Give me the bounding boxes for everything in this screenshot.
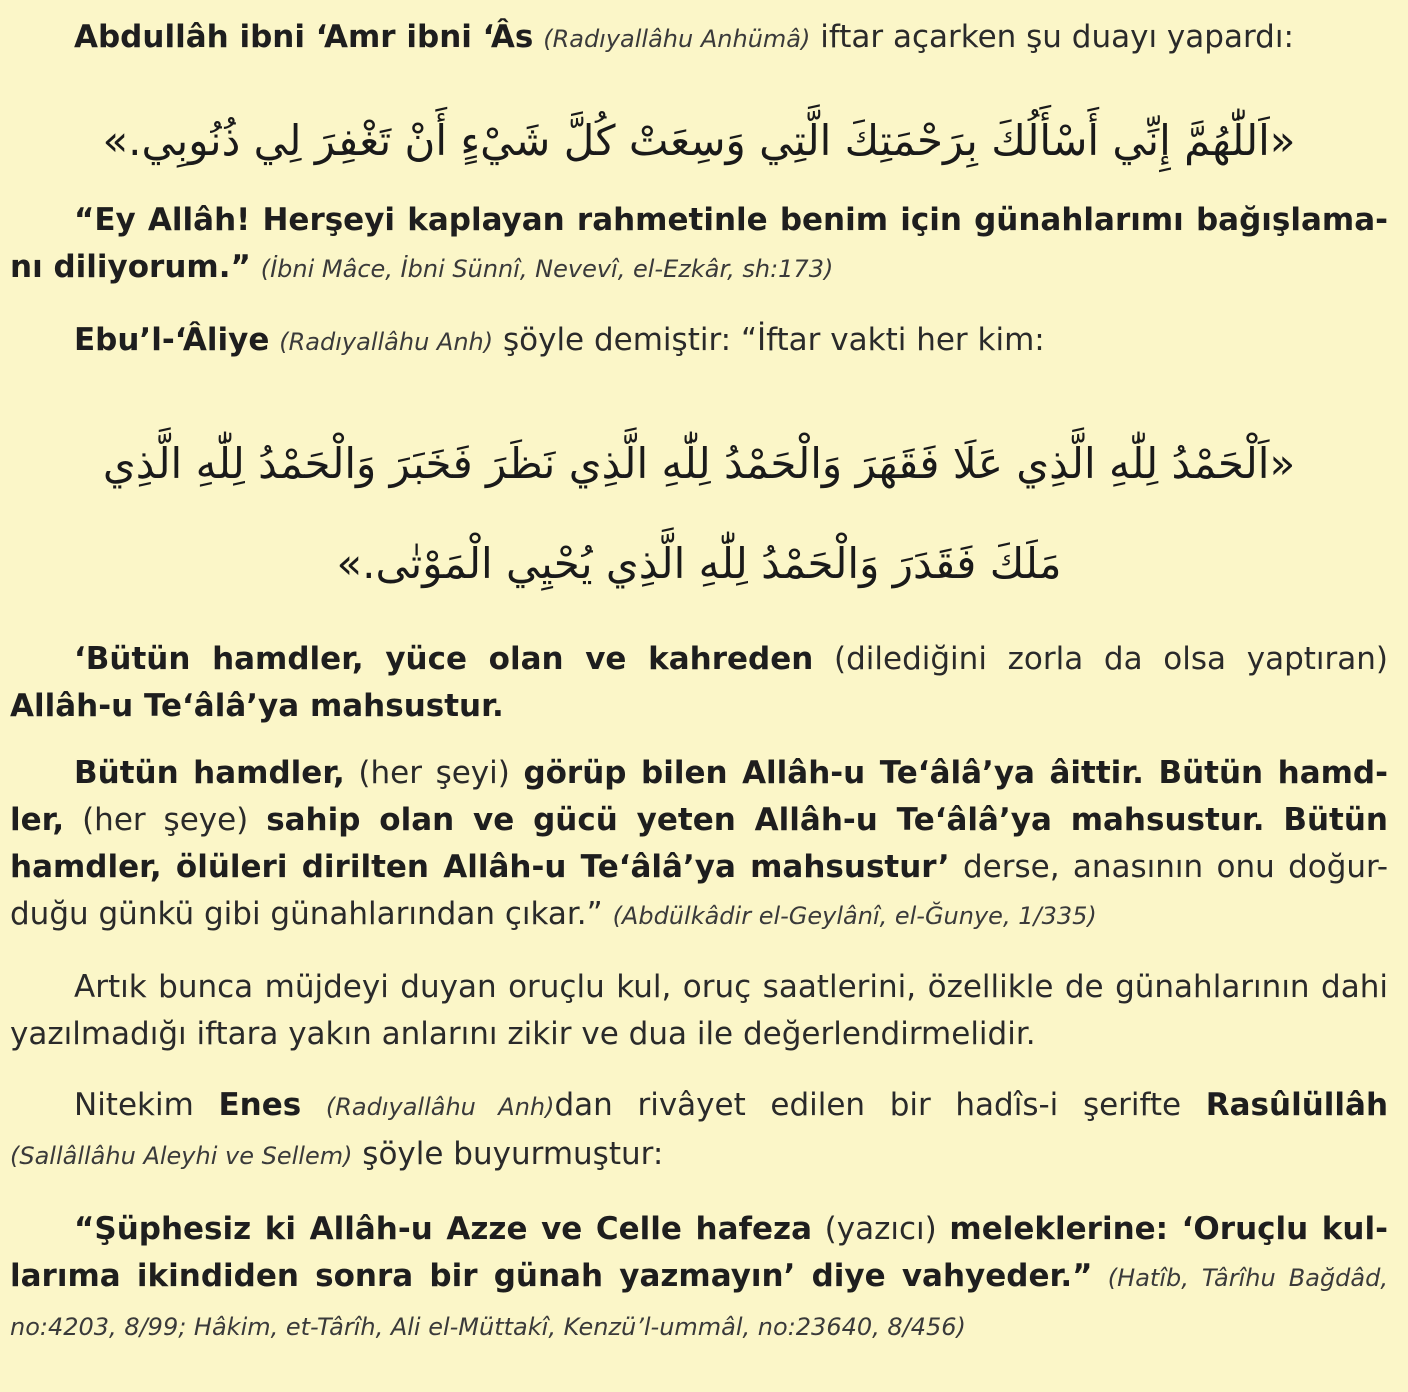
bold-text: meleklerine: ‘Oruçlu kul-larıma ikindiden sonra bir günah yazmayın’ diye vahyeder.” [10, 1211, 1388, 1294]
normal-text: dan rivâyet edilen bir hadîs-i şerifte [554, 1087, 1206, 1123]
arabic-prayer-2-line-1: «اَلْحَمْدُ لِلّٰهِ الَّذِي عَلَا فَقَهَرَ وَالْحَمْدُ لِلّٰهِ الَّذِي نَظَرَ فَخَبَرَ وَالْحَمْدُ لِلّٰهِ الَّذِي [102, 439, 1296, 488]
normal-text: (her şeyi) [344, 755, 524, 791]
paragraph-abdullah [10, 14, 1388, 63]
bold-text: “Şüphesiz ki Allâh-u Azze ve Celle hafeza [74, 1211, 813, 1247]
normal-text: şöyle buyurmuştur: [352, 1136, 664, 1172]
honorific: (Sallâllâhu Aleyhi ve Sellem) [10, 1142, 353, 1170]
citation: (İbni Mâce, İbni Sünnî, Nevevî, el-Ezkâr, sh:173) [260, 255, 834, 283]
paragraph-nitekim [10, 1082, 1388, 1180]
translation-text: “Ey Allâh! Herşeyi kaplayan rahmetinle benim için günahlarımı bağışlama-nı diliyorum.” [10, 202, 1388, 285]
citation: (Hatîb, Târîhu Bağdâd, no:4203, 8/99; Hâkim, et-Târîh, Ali el-Müttakî, Kenzü’l-ummâl, no:23640, 8/456) [10, 1264, 1388, 1341]
paragraph-translation-2a [10, 636, 1388, 730]
narrator-name: Enes [218, 1087, 302, 1123]
arabic-prayer-1: «اَللّٰهُمَّ إِنِّي أَسْأَلُكَ بِرَحْمَتِكَ الَّتِي وَسِعَتْ كُلَّ شَيْءٍ أَنْ تَغْفِرَ لِي ذُنُوبِي.» [102, 116, 1296, 165]
normal-text: (dilediğini zorla da olsa yaptıran) [813, 641, 1389, 677]
normal-text: (her şeye) [64, 802, 267, 838]
honorific: (Radıyallâhu Anh) [279, 328, 494, 356]
paragraph-ebul-aliye [10, 317, 1388, 366]
narrator-name: Abdullâh ibni ‘Amr ibni ‘Âs [74, 19, 534, 55]
paragraph-translation-1 [10, 197, 1388, 293]
normal-text: derse, anasının onu doğur-duğu günkü gibi günahlarından çıkar.” [10, 849, 1389, 932]
paragraph-translation-2b [10, 750, 1388, 940]
paragraph-artik: Artık bunca müjdeyi duyan oruçlu kul, oruç saatlerini, özellikle de günahlarının dahi yazılmadığı iftara yakın anlarını zikir ve dua ile değerlendirmelidir. [10, 969, 1388, 1052]
prophet-name: Rasûlüllâh [1205, 1087, 1389, 1123]
paragraph-text: iftar açarken şu duayı yapardı: [810, 19, 1294, 55]
paragraph-hadith [10, 1206, 1388, 1351]
normal-text: Nitekim [74, 1087, 219, 1123]
bold-text: ‘Bütün hamdler, yüce olan ve kahreden [74, 641, 814, 677]
arabic-prayer-2 [10, 414, 1388, 614]
honorific: (Radıyallâhu Anhümâ) [543, 25, 811, 53]
arabic-prayer-2-line-2: مَلَكَ فَقَدَرَ وَالْحَمْدُ لِلّٰهِ الَّذِي يُحْيِي الْمَوْتٰى.» [336, 539, 1062, 588]
normal-text: (yazıcı) [812, 1211, 950, 1247]
honorific: (Radıyallâhu Anh) [325, 1093, 555, 1121]
bold-text: sahip olan ve gücü yeten Allâh-u Te‘âlâ’ya mahsustur. Bütün hamdler, ölüleri dirilten Allâh-u Te‘âlâ’ya mahsustur’ [10, 802, 1389, 885]
narrator-name: Ebu’l-‘Âliye [74, 322, 270, 358]
bold-text: Bütün hamdler, [74, 755, 345, 791]
paragraph-text: şöyle demiştir: “İftar vakti her kim: [493, 322, 1045, 358]
bold-text: görüp bilen Allâh-u Te‘âlâ’ya âittir. Bütün hamd-ler, [10, 755, 1388, 838]
citation: (Abdülkâdir el-Geylânî, el-Ğunye, 1/335) [612, 902, 1097, 930]
bold-text: Allâh-u Te‘âlâ’ya mahsustur. [10, 688, 504, 724]
